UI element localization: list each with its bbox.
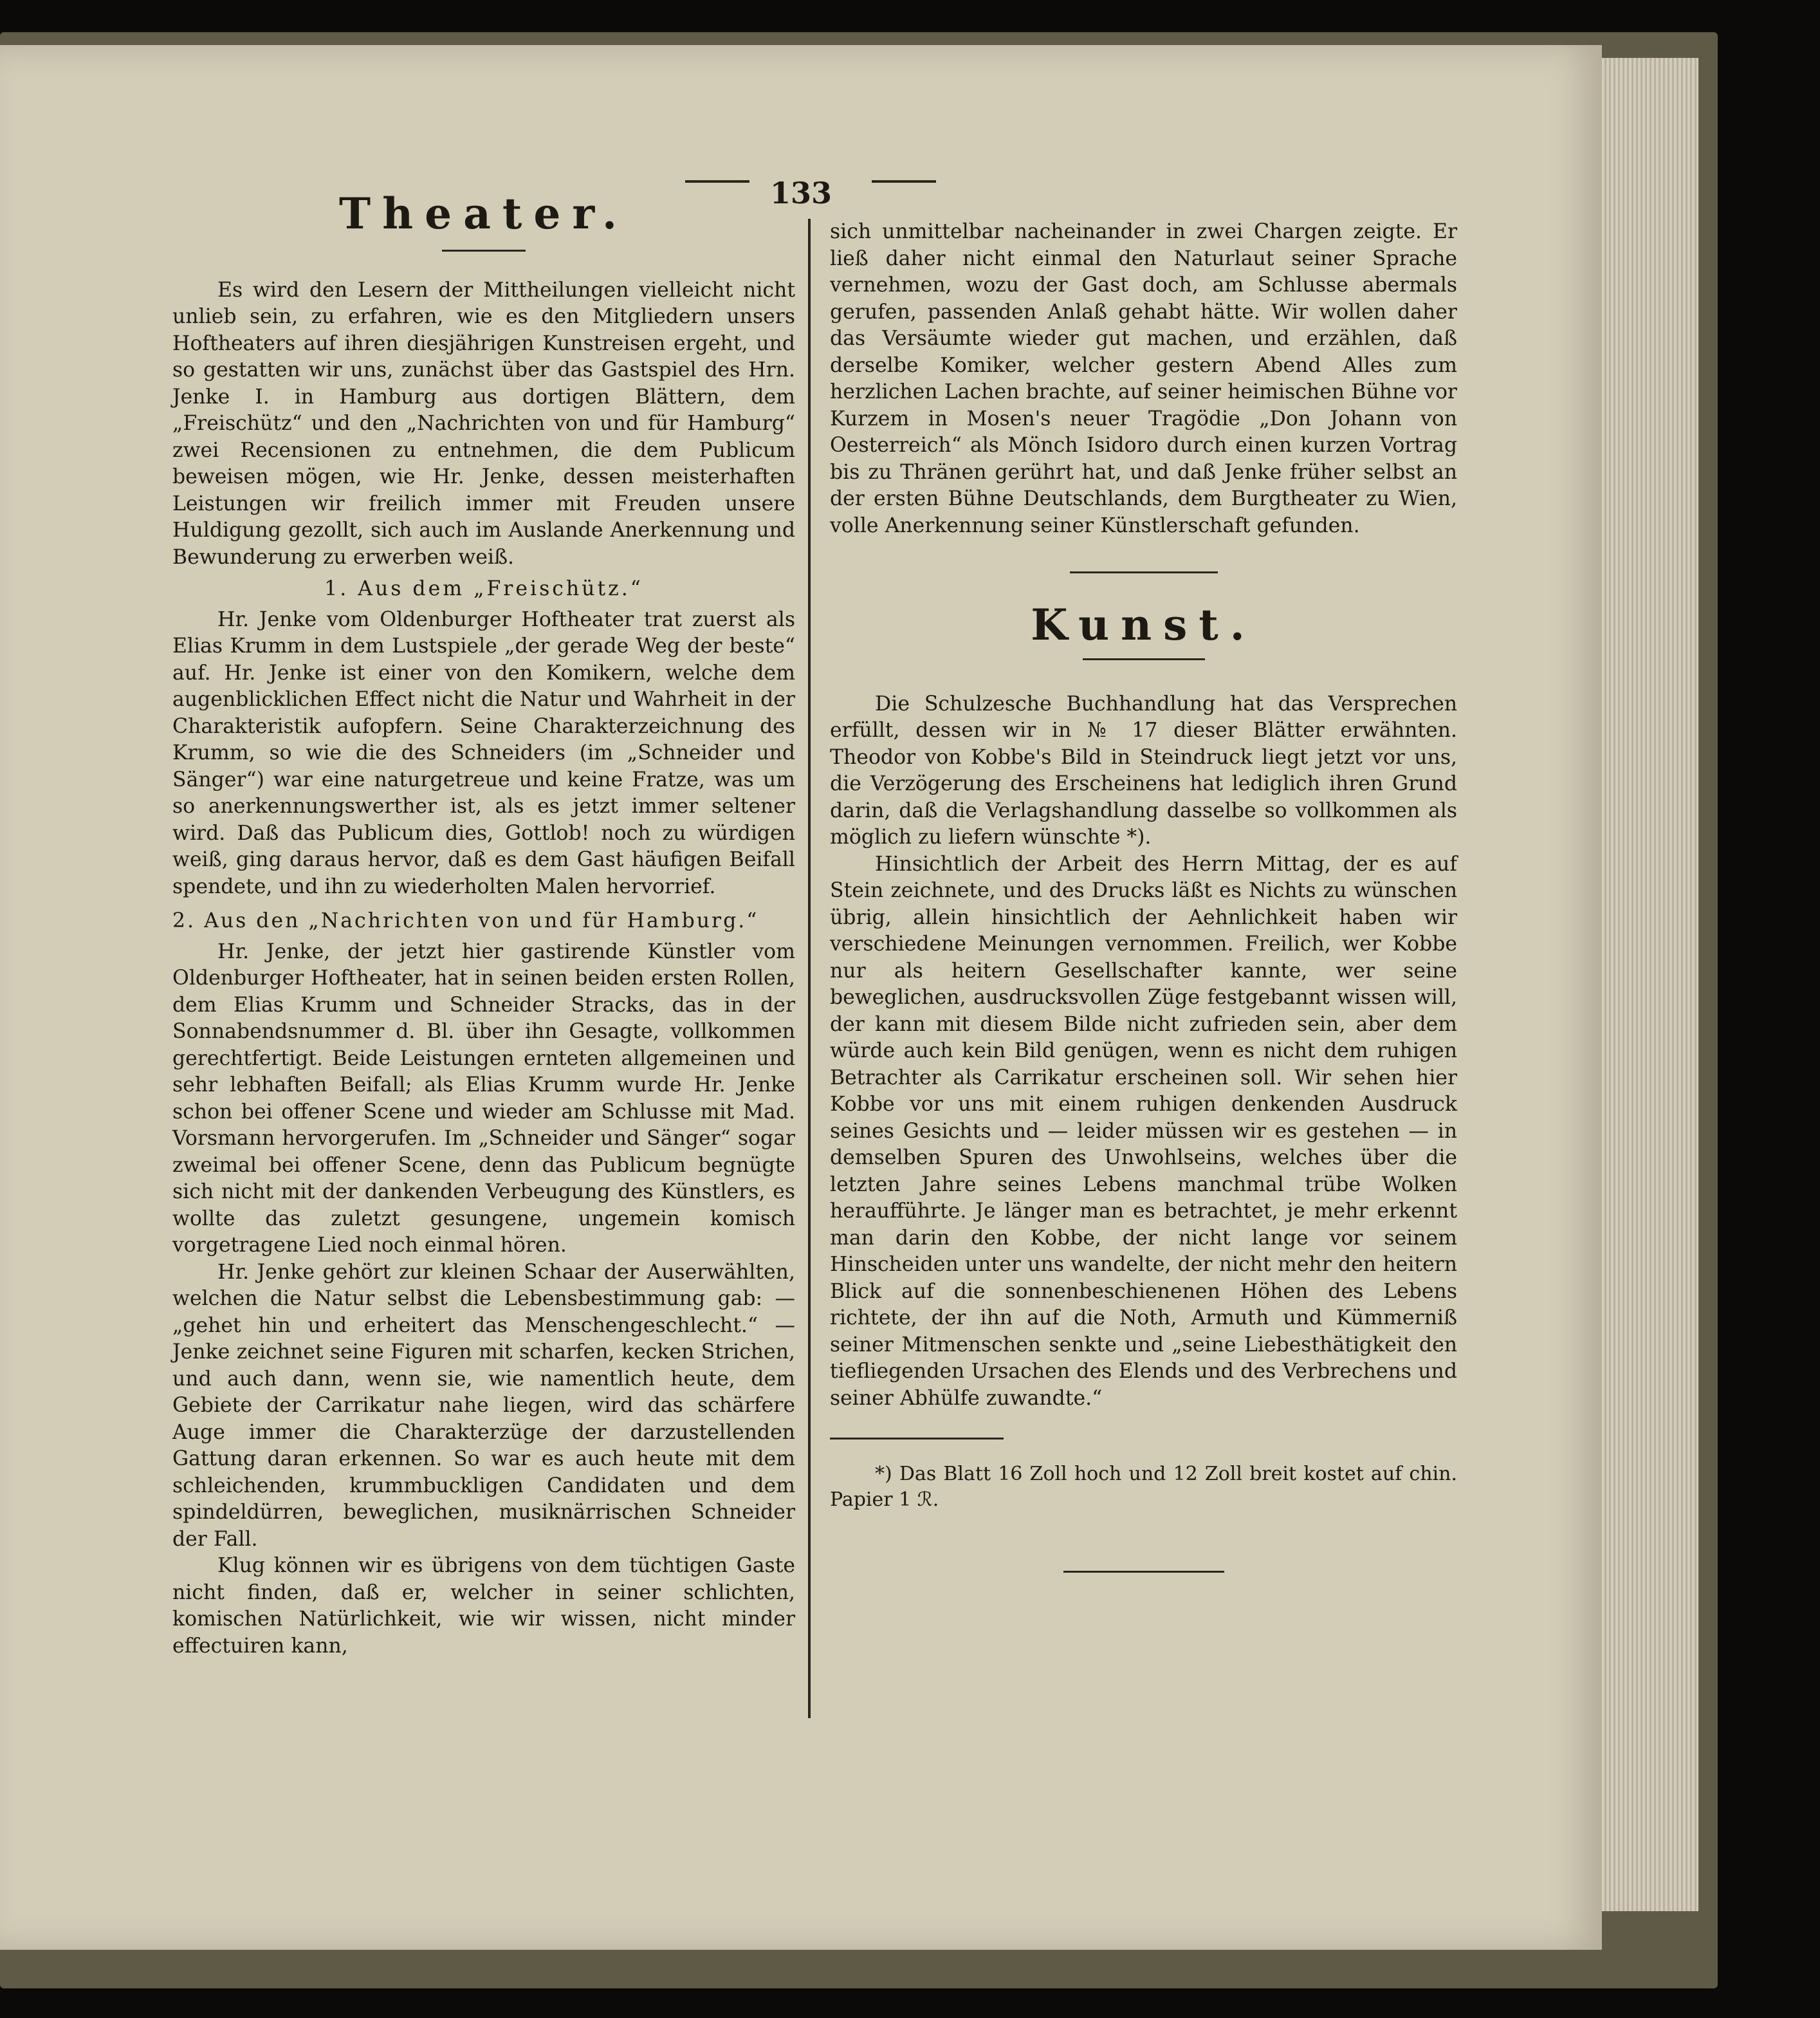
title-rule bbox=[442, 250, 526, 252]
kunst-paragraph-2: Hinsichtlich der Arbeit des Herrn Mittag, der es auf Stein zeichnete, und des Drucks läßt es Nichts zu wünschen übrig, allein hinsichtlich der Aehnlichkeit haben wir verschiedene Meinungen vernommen. Freilich, wer Kobbe nur als heitern Gesellschafter kannte, wer seine beweglichen, ausdrucksvollen Züge festgebannt wissen will, der kann mit diesem Bilde nicht zufrieden sein, aber dem würde auch kein Bild genügen, wenn es nicht dem ruhigen Betrachter als Carrikatur erscheinen soll. Wir sehen hier Kobbe vor uns mit einem ruhigen denkenden Ausdruck seines Gesichts und — leider müssen wir es gestehen — in demselben Spuren des Unwohlseins, welches über die letzten Jahre seines Lebens manchmal trübe Wolken heraufführte. Je länger man es betrachtet, je mehr erkennt man darin den Kobbe, der nicht lange vor seinem Hinscheiden unter uns wandelte, der nicht mehr den heitern Blick auf die sonnenbeschienenen Höhen des Lebens richtete, der ihn auf die Noth, Armuth und Kümmerniß seiner Mitmenschen senkte und „seine Liebesthätigkeit den tiefliegenden Ursachen des Elends und des Verbrechens und seiner Abhülfe zuwandte.“ bbox=[830, 852, 1457, 1410]
page-number: 133 bbox=[769, 176, 832, 210]
page-edges bbox=[1595, 58, 1698, 1911]
right-column bbox=[830, 219, 1457, 1573]
continuation-paragraph: sich unmittelbar nacheinander in zwei Chargen zeigte. Er ließ daher nicht einmal den Naturlaut seiner Sprache vernehmen, wozu der Gast doch, am Schlusse abermals gerufen, passenden Anlaß gehabt hätte. Wir wollen daher das Versäumte wieder gut machen, und erzählen, daß derselbe Komiker, welcher gestern Abend Alles zum herzlichen Lachen brachte, auf seiner heimischen Bühne vor Kurzem in Mosen's neuer Tragödie „Don Johann von Oesterreich“ als Mönch Isidoro durch einen kurzen Vortrag bis zu Thränen gerührt hat, und daß Jenke früher selbst an der ersten Bühne Deutschlands, dem Burgtheater zu Wien, volle Anerkennung seiner Künstlerschaft gefunden. bbox=[830, 220, 1457, 537]
footnote: *) Das Blatt 16 Zoll hoch und 12 Zoll breit kostet auf chin. Papier 1 ℛ. bbox=[830, 1463, 1457, 1511]
section1-heading: 1. Aus dem „Freischütz.“ bbox=[324, 577, 643, 600]
intro-paragraph: Es wird den Lesern der Mittheilungen vielleicht nicht unlieb sein, zu erfahren, wie es den Mitgliedern unsers Hoftheaters auf ihren diesjährigen Kunstreisen ergeht, und so gestatten wir uns, zunächst über das Gastspiel des Hrn. Jenke I. in Hamburg aus dortigen Blättern, dem „Freischütz“ und den „Nachrichten von und für Hamburg“ zwei Recensionen zu entnehmen, die dem Publicum beweisen mögen, wie Hr. Jenke, dessen meisterhaften Leistungen wir freilich immer mit Freuden unsere Huldigung gezollt, sich auch im Auslande Anerkennung und Bewunderung zu erwerben weiß. bbox=[172, 278, 795, 569]
section1-paragraph: Hr. Jenke vom Oldenburger Hoftheater trat zuerst als Elias Krumm in dem Lustspiele „der gerade Weg der beste“ auf. Hr. Jenke ist einer von den Komikern, welche dem augenblicklichen Effect nicht die Natur und Wahrheit in der Charakteristik aufopfern. Seine Charakterzeichnung des Krumm, so wie die des Schneiders (im „Schneider und Sänger“) war eine naturgetreue und keine Fratze, was um so anerkennungswerther ist, als es jetzt immer seltener wird. Daß das Publicum dies, Gottlob! noch zu würdigen weiß, ging daraus hervor, daß es dem Gast häufigen Beifall spendete, und ihn zu wiederholten Malen hervorrief. bbox=[172, 607, 795, 898]
footnote-rule bbox=[830, 1438, 1004, 1439]
page-number-rule-left bbox=[685, 180, 749, 183]
left-column bbox=[172, 189, 795, 1660]
section2-paragraph-3: Klug können wir es übrigens von dem tüchtigen Gaste nicht finden, daß er, welcher in seiner schlichten, komischen Natürlichkeit, wie wir wissen, nicht minder effectuiren kann, bbox=[172, 1554, 795, 1658]
section-separator bbox=[1070, 571, 1218, 573]
section2-paragraph-1: Hr. Jenke, der jetzt hier gastirende Künstler vom Oldenburger Hoftheater, hat in seinen beiden ersten Rollen, dem Elias Krumm und Schneider Stracks, das in der Sonnabendsnummer d. Bl. über ihn Gesagte, vollkommen gerechtfertigt. Beide Leistungen ernteten allgemeinen und sehr lebhaften Beifall; als Elias Krumm wurde Hr. Jenke schon bei offener Scene und wieder am Schlusse mit Mad. Vorsmann hervorgerufen. Im „Schneider und Sänger“ sogar zweimal bei offener Scene, denn das Publicum begnügte sich nicht mit der dankenden Verbeugung des Künstlers, es wollte das zuletzt gesungene, ungemein komisch vorgetragene Lied noch einmal hören. bbox=[172, 940, 795, 1257]
page-number-rule-right bbox=[872, 180, 936, 183]
section2-paragraph-2: Hr. Jenke gehört zur kleinen Schaar der Auserwählten, welchen die Natur selbst die Lebensbestimmung gab: — „gehet hin und erheitert das Menschengeschlecht.“ — Jenke zeichnet seine Figuren mit scharfen, kecken Strichen, und auch dann, wenn sie, wie namentlich heute, dem Gebiete der Carrikatur nahe liegen, wird das schärfere Auge immer die Charakterzüge der darzustellenden Gattung daran erkennen. So war es auch heute mit dem schleichenden, krummbuckligen Candidaten und dem spindeldürren, beweglichen, musiknärrischen Schneider der Fall. bbox=[172, 1260, 795, 1551]
kunst-paragraph-1: Die Schulzesche Buchhandlung hat das Versprechen erfüllt, dessen wir in № 17 dieser Blätter erwähnten. Theodor von Kobbe's Bild in Steindruck liegt jetzt vor uns, die Verzögerung des Erscheinens hat lediglich ihren Grund darin, daß die Verlagshandlung dasselbe so vollkommen als möglich zu liefern wünschte *). bbox=[830, 692, 1457, 849]
kunst-title: Kunst. bbox=[1031, 600, 1256, 650]
section2-heading: 2. Aus den „Nachrichten von und für Hamburg.“ bbox=[172, 909, 759, 932]
column-divider bbox=[808, 219, 811, 1718]
kunst-title-rule bbox=[1083, 658, 1205, 660]
end-rule bbox=[1063, 1571, 1224, 1573]
theater-title: Theater. bbox=[338, 189, 629, 239]
